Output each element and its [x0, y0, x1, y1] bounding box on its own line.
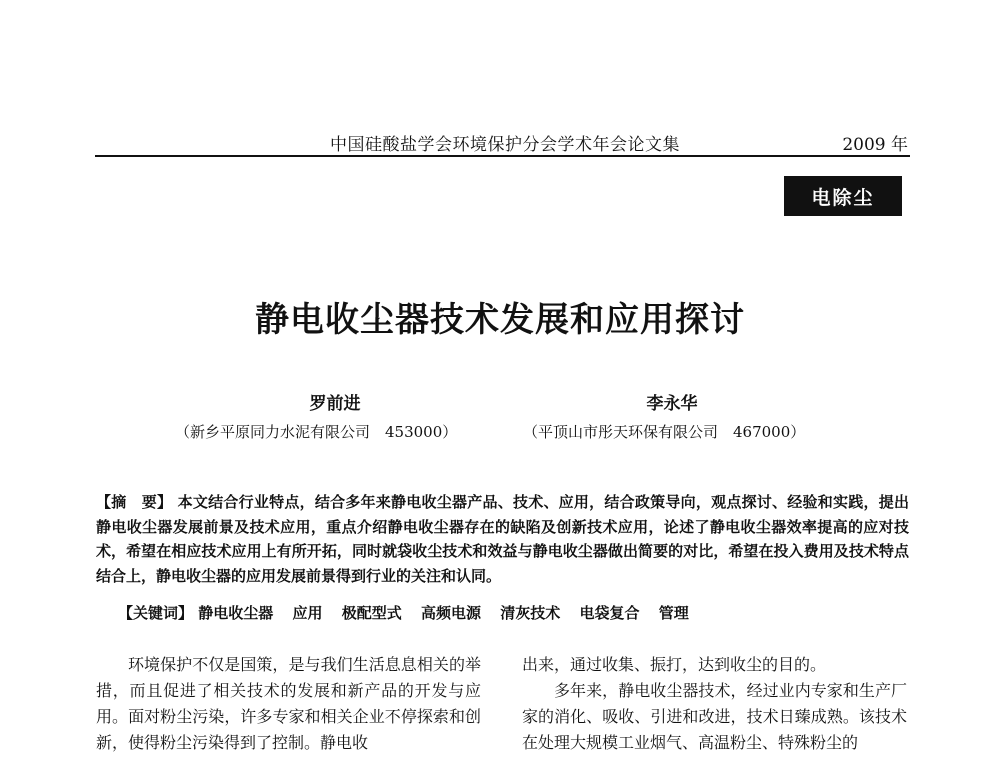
header-divider — [95, 155, 910, 157]
keyword-item: 管理 — [658, 604, 689, 622]
journal-year: 2009 年 — [842, 135, 908, 155]
journal-name: 中国硅酸盐学会环境保护分会学术年会论文集 — [330, 135, 680, 155]
body-column-right — [522, 652, 907, 756]
author-2-affiliation: （平顶山市彤天环保有限公司 467000） — [523, 423, 806, 441]
keyword-item: 应用 — [292, 604, 323, 622]
author-2-name: 李永华 — [646, 394, 698, 414]
abstract-text: 本文结合行业特点，结合多年来静电收尘器产品、技术、应用，结合政策导向，观点探讨、经验和实践，提出静电收尘器发展前景及技术应用，重点介绍静电收尘器存在的缺陷及创新技术应用，论述了静电收尘器效率提高的应对技术，希望在相应技术应用上有所开拓，同时就袋收尘技术和效益与静电收尘器做出简要的对比，希望在投入费用及技术特点结合上，静电收尘器的应用发展前景得到行业的关注和认同。 — [96, 493, 909, 585]
keywords — [118, 602, 908, 623]
body-paragraph: 多年来，静电收尘器技术，经过业内专家和生产厂家的消化、吸收、引进和改进，技术日臻成熟。该技术在处理大规模工业烟气、高温粉尘、特殊粉尘的 — [522, 681, 907, 752]
body-paragraph: 环境保护不仅是国策，是与我们生活息息相关的举措，而且促进了相关技术的发展和新产品的开发与应用。面对粉尘污染，许多专家和相关企业不停探索和创新，使得粉尘污染得到了控制。静电收 — [96, 655, 481, 752]
keyword-item: 静电收尘器 — [198, 604, 274, 622]
author-1-affiliation: （新乡平原同力水泥有限公司 453000） — [175, 423, 458, 441]
keyword-item: 电袋复合 — [579, 604, 640, 622]
keyword-item: 高频电源 — [421, 604, 482, 622]
keyword-item: 清灰技术 — [500, 604, 561, 622]
body-paragraph: 出来，通过收集、振打，达到收尘的目的。 — [522, 655, 827, 674]
section-tag: 电除尘 — [784, 176, 902, 216]
abstract — [96, 490, 909, 588]
paper-title: 静电收尘器技术发展和应用探讨 — [255, 300, 745, 340]
keyword-item: 极配型式 — [341, 604, 402, 622]
abstract-label: 【摘 要】 — [96, 493, 173, 511]
author-1-name: 罗前进 — [309, 394, 361, 414]
body-column-left — [96, 652, 481, 756]
keywords-label: 【关键词】 — [118, 604, 194, 622]
